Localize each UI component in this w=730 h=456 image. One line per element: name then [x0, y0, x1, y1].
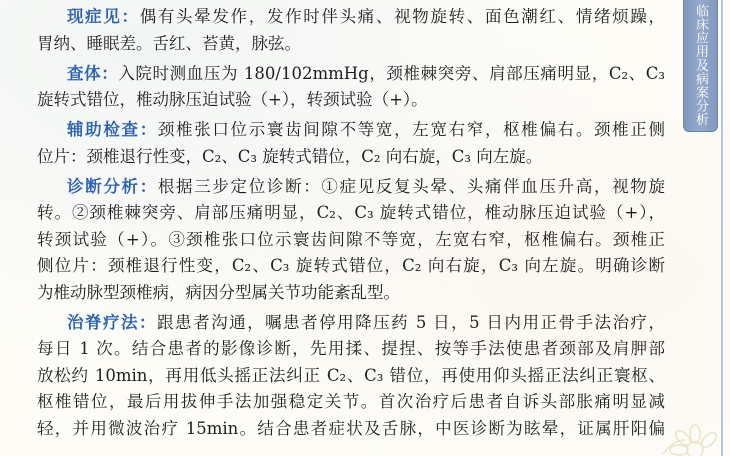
chapter-side-tab — [683, 0, 718, 132]
text-line: 转颈试验（+）。③颈椎张口位示寰齿间隙不等宽，左宽右窄，枢椎偏右。颈椎正 — [37, 229, 665, 249]
text-line: 侧位片：颈椎退行性变，C₂、C₃ 旋转式错位，C₂ 向右旋，C₃ 向左旋。明确诊断 — [37, 256, 665, 275]
line-text: 颈椎张口位示寰齿间隙不等宽，左宽右窄，枢椎偏右。颈椎正侧 — [157, 120, 665, 139]
paragraph-spinal-therapy — [37, 310, 665, 443]
text-line: 轻，并用微波治疗 15min。结合患者症状及舌脉，中医诊断为眩晕，证属肝阳偏 — [37, 418, 665, 438]
section-label: 治脊疗法： — [67, 312, 158, 332]
paragraph-auxiliary-exam — [37, 117, 665, 170]
section-label: 查体： — [67, 63, 119, 83]
page-edge-line — [721, 0, 723, 456]
text-line: 为椎动脉型颈椎病，病因分型属关节功能紊乱型。 — [37, 282, 400, 302]
paragraph-diagnosis-analysis — [37, 174, 665, 307]
text-line — [37, 61, 665, 88]
text-line: 胃纳、睡眠差。舌红、苔黄，脉弦。 — [37, 33, 301, 53]
corner-ornament-icon — [655, 410, 719, 456]
section-label: 现症见： — [67, 7, 140, 26]
text-line: 枢椎错位，最后用拔伸手法加强稳定关节。首次治疗后患者自诉头部胀痛明显减 — [37, 392, 665, 411]
line-text: 跟患者沟通，嘱患者停用降压药 5 日，5 日内用正骨手法治疗， — [157, 312, 665, 332]
text-line — [37, 4, 665, 31]
text-line — [37, 174, 665, 201]
text-line: 每日 1 次。结合患者的影像诊断，先用揉、提捏、按等手法使患者颈部及肩胛部 — [37, 339, 665, 358]
text-line: 旋转式错位，椎动脉压迫试验（+），转颈试验（+）。 — [37, 90, 428, 109]
section-label: 辅助检查： — [67, 120, 158, 139]
section-label: 诊断分析： — [67, 176, 158, 196]
paragraph-physical-exam — [37, 61, 665, 114]
text-line — [37, 310, 665, 337]
line-text: 入院时测血压为 180/102mmHg，颈椎棘突旁、肩部压痛明显，C₂、C₃ — [118, 63, 665, 83]
paragraph-current-symptoms — [37, 4, 665, 57]
text-line: 转。②颈椎棘突旁、肩部压痛明显，C₂、C₃ 旋转式错位，椎动脉压迫试验（+）， — [37, 203, 665, 222]
page-body — [37, 4, 665, 446]
chapter-tab-label: 临床应用及病案分析 — [693, 4, 708, 127]
line-text: 根据三步定位诊断：①症见反复头晕、头痛伴血压升高，视物旋 — [157, 176, 665, 196]
line-text: 偶有头晕发作，发作时伴头痛、视物旋转、面色潮红、情绪烦躁， — [139, 7, 665, 26]
text-line: 放松约 10min，再用低头摇正法纠正 C₂、C₃ 错位，再使用仰头摇正法纠正寰枢、 — [37, 365, 665, 385]
text-line — [37, 117, 665, 144]
text-line: 位片：颈椎退行性变，C₂、C₃ 旋转式错位，C₂ 向右旋，C₃ 向左旋。 — [37, 146, 543, 166]
